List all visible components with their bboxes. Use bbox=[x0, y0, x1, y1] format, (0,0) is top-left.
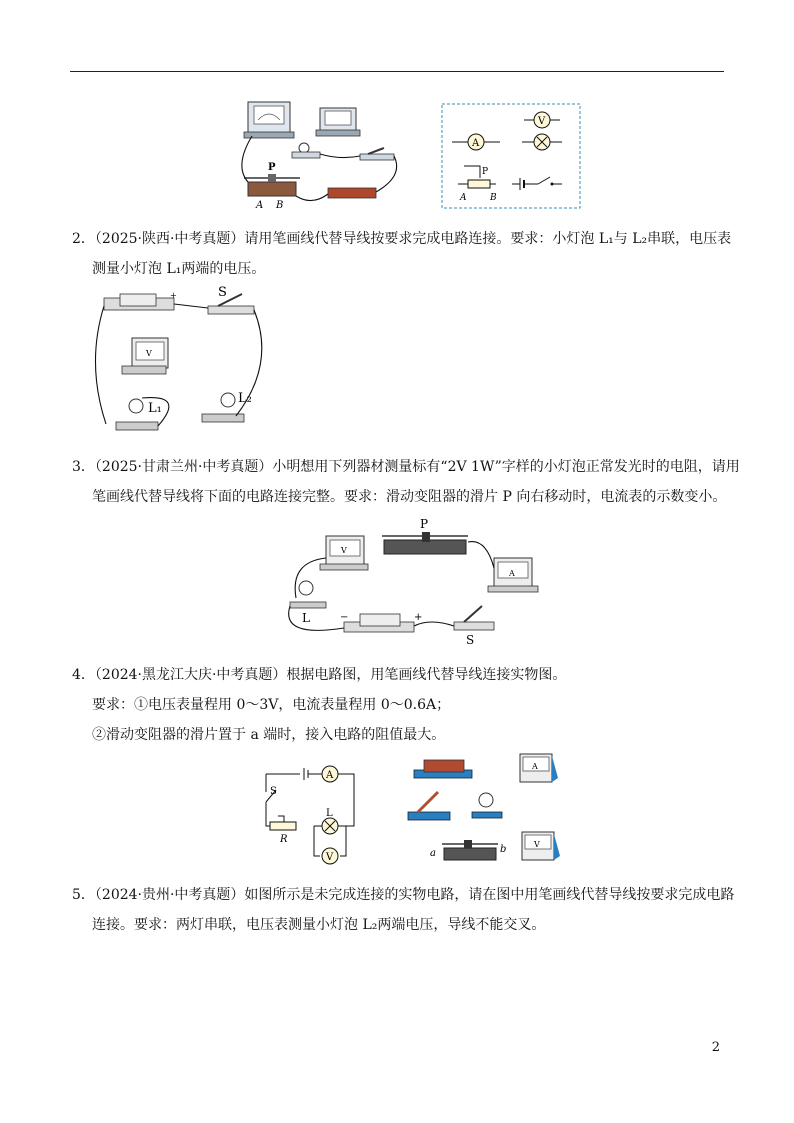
q3-rheostat bbox=[382, 532, 468, 554]
q4-switch bbox=[408, 792, 450, 820]
q4-label-R: R bbox=[280, 834, 288, 845]
voltmeter-symbol-label: V bbox=[538, 116, 546, 127]
svg-text:−: − bbox=[340, 612, 349, 623]
q3-line-1: 3．（2025·甘肃兰州·中考真题）小明想用下列器材测量标有“2V 1W”字样的小灯泡正常发光时的电阻，请用 bbox=[72, 459, 740, 475]
q1-circuit-figure bbox=[228, 96, 588, 212]
page-number: 2 bbox=[711, 1040, 720, 1055]
q2-voltmeter bbox=[122, 338, 168, 374]
q3-text bbox=[72, 452, 740, 512]
q4-line-1: 4．（2024·黑龙江大庆·中考真题）根据电路图，用笔画线代替导线连接实物图。 bbox=[72, 667, 567, 683]
q4-voltmeter-device-label: V bbox=[534, 840, 540, 849]
q1-ammeter-symbol bbox=[452, 134, 500, 150]
rheostat-symbol-P: P bbox=[482, 167, 489, 177]
q2-label-S: S bbox=[218, 285, 227, 300]
q3-label-S: S bbox=[466, 633, 475, 646]
q2-switch bbox=[208, 294, 254, 314]
q4-ammeter-label: A bbox=[326, 770, 334, 781]
q4-ammeter bbox=[520, 754, 558, 782]
ammeter-symbol-label: A bbox=[472, 138, 480, 149]
header-rule bbox=[70, 71, 724, 72]
q4-label-S: S bbox=[270, 786, 277, 797]
q4-rheostat-symbol bbox=[270, 822, 296, 830]
q1-rheostat-symbol bbox=[458, 166, 497, 203]
q2-label-L1: L₁ bbox=[148, 401, 162, 416]
q1-battery-switch-symbol bbox=[512, 177, 562, 190]
rheostat-symbol-B: B bbox=[490, 193, 497, 203]
q4-voltmeter-label: V bbox=[326, 852, 334, 863]
q3-switch bbox=[454, 606, 494, 630]
q3-ammeter-label: A bbox=[509, 569, 515, 578]
q3-label-L: L bbox=[302, 611, 310, 625]
q4-bulb bbox=[472, 793, 502, 818]
q4-rheostat bbox=[442, 840, 498, 860]
q5-text bbox=[72, 880, 735, 940]
q1-label-A: A bbox=[256, 200, 264, 211]
q3-voltmeter-label: V bbox=[341, 546, 347, 555]
q3-line-2: 笔画线代替导线将下面的电路连接完整。要求：滑动变阻器的滑片 P 向右移动时，电流表的示数变小。 bbox=[92, 489, 727, 505]
q3-ammeter bbox=[488, 558, 538, 592]
svg-text:+: + bbox=[414, 612, 423, 623]
q5-line-1: 5．（2024·贵州·中考真题）如图所示是未完成连接的实物电路，请在图中用笔画线代替导线按要求完成电路 bbox=[72, 887, 735, 903]
q1-voltmeter-symbol bbox=[524, 112, 560, 128]
q1-rheostat bbox=[244, 174, 300, 196]
q4-label-L: L bbox=[326, 808, 333, 819]
q3-circuit-figure bbox=[280, 518, 570, 646]
q1-meter-2 bbox=[316, 108, 360, 136]
q4-label-b: b bbox=[500, 844, 507, 855]
q1-meter-1 bbox=[244, 102, 294, 138]
q4-text bbox=[72, 660, 732, 750]
q1-lamp-symbol bbox=[522, 134, 562, 150]
q1-bulb bbox=[299, 143, 309, 153]
q1-label-B: B bbox=[276, 200, 284, 211]
q4-label-a: a bbox=[430, 848, 436, 859]
q4-voltmeter bbox=[522, 832, 560, 860]
q2-line-1: 2．（2025·陕西·中考真题）请用笔画线代替导线按要求完成电路连接。要求：小灯泡 L₁与 L₂串联，电压表 bbox=[72, 231, 732, 247]
q3-voltmeter bbox=[320, 536, 368, 570]
q1-label-P: P bbox=[268, 162, 276, 173]
q2-circuit-figure bbox=[86, 284, 268, 440]
svg-text:+: + bbox=[170, 291, 177, 300]
q4-ammeter-device-label: A bbox=[532, 762, 538, 771]
q1-switch bbox=[360, 154, 394, 160]
q2-label-L2: L₂ bbox=[238, 391, 252, 406]
q4-line-3: ②滑动变阻器的滑片置于 a 端时，接入电路的阻值最大。 bbox=[92, 727, 446, 743]
q2-battery bbox=[104, 291, 177, 310]
q3-label-P: P bbox=[420, 518, 429, 531]
q4-components-figure bbox=[402, 748, 570, 872]
q3-battery bbox=[340, 612, 422, 632]
q4-line-2: 要求：①电压表量程用 0～3V，电流表量程用 0～0.6A； bbox=[92, 697, 451, 713]
q5-line-2: 连接。要求：两灯串联，电压表测量小灯泡 L₂两端电压，导线不能交叉。 bbox=[92, 917, 546, 933]
q4-battery bbox=[414, 760, 472, 778]
q2-line-2: 测量小灯泡 L₁两端的电压。 bbox=[92, 261, 266, 277]
q2-voltmeter-label: V bbox=[146, 349, 152, 358]
q2-text bbox=[72, 224, 732, 284]
rheostat-symbol-A: A bbox=[460, 193, 467, 203]
q1-battery bbox=[328, 188, 376, 198]
q4-schematic bbox=[256, 756, 364, 866]
